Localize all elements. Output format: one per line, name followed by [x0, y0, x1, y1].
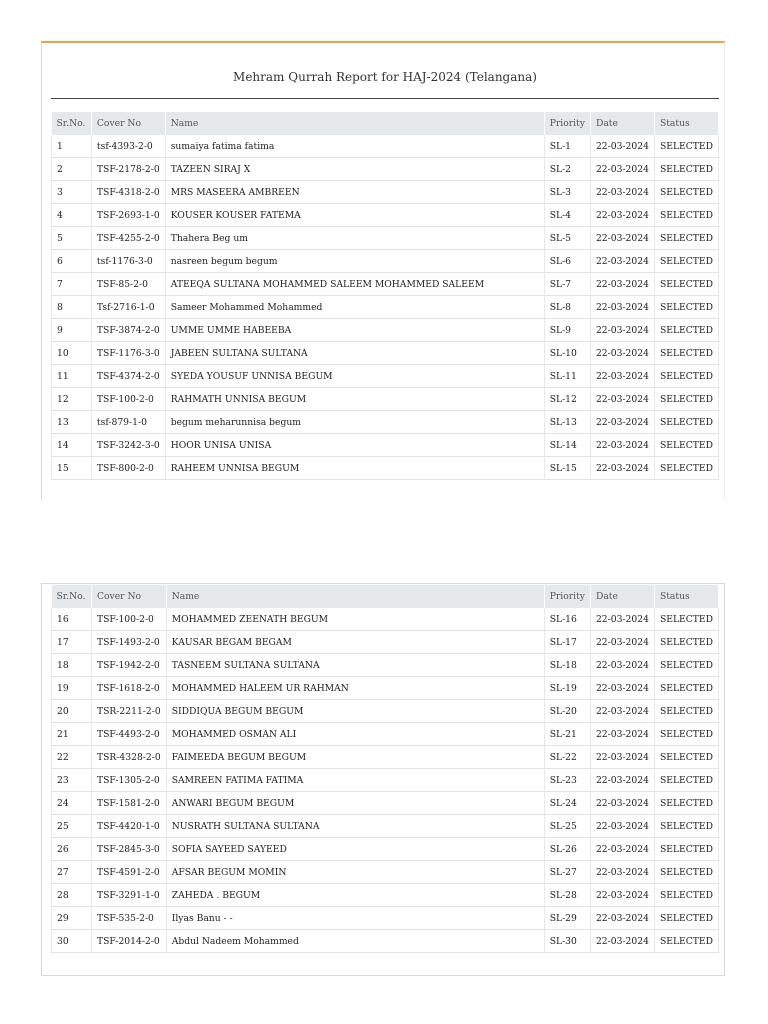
- cell-srno: 6: [52, 250, 92, 273]
- cell-status: SELECTED: [654, 700, 718, 723]
- cell-name: FAIMEEDA BEGUM BEGUM: [166, 746, 544, 769]
- cell-status: SELECTED: [654, 227, 718, 250]
- header-priority: Priority: [544, 112, 590, 135]
- cell-name: JABEEN SULTANA SULTANA: [165, 342, 544, 365]
- cell-name: MRS MASEERA AMBREEN: [165, 181, 544, 204]
- cell-srno: 7: [52, 273, 92, 296]
- cell-date: 22-03-2024: [590, 654, 654, 677]
- cell-date: 22-03-2024: [590, 273, 654, 296]
- cell-srno: 14: [52, 434, 92, 457]
- table-row: [52, 273, 719, 296]
- cell-date: 22-03-2024: [590, 319, 654, 342]
- cell-date: 22-03-2024: [590, 746, 654, 769]
- table-row: [52, 907, 719, 930]
- cell-priority: SL-28: [544, 884, 590, 907]
- cell-priority: SL-24: [544, 792, 590, 815]
- cell-date: 22-03-2024: [590, 930, 654, 953]
- cell-date: 22-03-2024: [590, 411, 654, 434]
- header-srno: Sr.No.: [52, 112, 92, 135]
- cell-status: SELECTED: [654, 792, 718, 815]
- cell-srno: 24: [52, 792, 92, 815]
- cell-cover-no: TSF-1581-2-0: [91, 792, 166, 815]
- cell-status: SELECTED: [654, 631, 718, 654]
- header-priority: Priority: [544, 585, 590, 608]
- cell-cover-no: TSF-4420-1-0: [91, 815, 166, 838]
- cell-date: 22-03-2024: [590, 227, 654, 250]
- cell-srno: 15: [52, 457, 92, 480]
- report-table-2: [51, 585, 719, 953]
- cell-priority: SL-8: [544, 296, 590, 319]
- cell-status: SELECTED: [654, 608, 718, 631]
- cell-cover-no: TSF-4255-2-0: [91, 227, 165, 250]
- cell-date: 22-03-2024: [590, 769, 654, 792]
- cell-date: 22-03-2024: [590, 250, 654, 273]
- cell-cover-no: TSF-2693-1-0: [91, 204, 165, 227]
- table-row: [52, 204, 719, 227]
- cell-priority: SL-14: [544, 434, 590, 457]
- header-cover-no: Cover No: [91, 585, 166, 608]
- cell-date: 22-03-2024: [590, 365, 654, 388]
- table-body-2: [52, 608, 719, 953]
- cell-date: 22-03-2024: [590, 815, 654, 838]
- cell-name: AFSAR BEGUM MOMIN: [166, 861, 544, 884]
- cell-status: SELECTED: [654, 204, 718, 227]
- cell-cover-no: TSF-85-2-0: [91, 273, 165, 296]
- report-table-1: [51, 112, 719, 480]
- cell-priority: SL-29: [544, 907, 590, 930]
- cell-srno: 21: [52, 723, 92, 746]
- cell-priority: SL-22: [544, 746, 590, 769]
- cell-priority: SL-20: [544, 700, 590, 723]
- cell-srno: 8: [52, 296, 92, 319]
- report-title: Mehram Qurrah Report for HAJ-2024 (Telangana): [233, 70, 537, 84]
- header-date: Date: [590, 585, 654, 608]
- cell-priority: SL-15: [544, 457, 590, 480]
- cell-srno: 17: [52, 631, 92, 654]
- cell-status: SELECTED: [654, 319, 718, 342]
- cell-srno: 11: [52, 365, 92, 388]
- cell-priority: SL-2: [544, 158, 590, 181]
- cell-status: SELECTED: [654, 273, 718, 296]
- report-card-page-1: [41, 41, 725, 500]
- cell-cover-no: TSF-1493-2-0: [91, 631, 166, 654]
- cell-status: SELECTED: [654, 654, 718, 677]
- cell-name: MOHAMMED OSMAN ALI: [166, 723, 544, 746]
- cell-srno: 12: [52, 388, 92, 411]
- cell-priority: SL-27: [544, 861, 590, 884]
- cell-cover-no: TSF-1305-2-0: [91, 769, 166, 792]
- cell-date: 22-03-2024: [590, 457, 654, 480]
- cell-srno: 22: [52, 746, 92, 769]
- table-row: [52, 227, 719, 250]
- cell-priority: SL-5: [544, 227, 590, 250]
- cell-date: 22-03-2024: [590, 434, 654, 457]
- title-divider: [51, 98, 719, 99]
- cell-name: Abdul Nadeem Mohammed: [166, 930, 544, 953]
- cell-srno: 27: [52, 861, 92, 884]
- cell-srno: 29: [52, 907, 92, 930]
- cell-srno: 9: [52, 319, 92, 342]
- cell-cover-no: TSF-1176-3-0: [91, 342, 165, 365]
- cell-srno: 20: [52, 700, 92, 723]
- cell-cover-no: TSF-2845-3-0: [91, 838, 166, 861]
- table-row: [52, 388, 719, 411]
- cell-name: TAZEEN SIRAJ X: [165, 158, 544, 181]
- cell-date: 22-03-2024: [590, 723, 654, 746]
- table-row: [52, 838, 719, 861]
- table-row: [52, 319, 719, 342]
- cell-date: 22-03-2024: [590, 631, 654, 654]
- cell-priority: SL-10: [544, 342, 590, 365]
- cell-name: SYEDA YOUSUF UNNISA BEGUM: [165, 365, 544, 388]
- table-row: [52, 930, 719, 953]
- header-name: Name: [165, 112, 544, 135]
- cell-name: SIDDIQUA BEGUM BEGUM: [166, 700, 544, 723]
- cell-status: SELECTED: [654, 158, 718, 181]
- cell-priority: SL-17: [544, 631, 590, 654]
- cell-date: 22-03-2024: [590, 884, 654, 907]
- cell-cover-no: tsf-1176-3-0: [91, 250, 165, 273]
- cell-date: 22-03-2024: [590, 907, 654, 930]
- table-row: [52, 250, 719, 273]
- cell-srno: 25: [52, 815, 92, 838]
- cell-srno: 2: [52, 158, 92, 181]
- cell-status: SELECTED: [654, 434, 718, 457]
- table-header-row: [52, 112, 719, 135]
- cell-date: 22-03-2024: [590, 181, 654, 204]
- cell-date: 22-03-2024: [590, 135, 654, 158]
- table-row: [52, 723, 719, 746]
- cell-priority: SL-16: [544, 608, 590, 631]
- cell-cover-no: TSF-3242-3-0: [91, 434, 165, 457]
- report-card-page-2: [41, 583, 725, 976]
- cell-cover-no: TSF-4591-2-0: [91, 861, 166, 884]
- cell-priority: SL-26: [544, 838, 590, 861]
- table-row: [52, 861, 719, 884]
- table-row: [52, 181, 719, 204]
- table-row: [52, 296, 719, 319]
- cell-cover-no: TSF-4374-2-0: [91, 365, 165, 388]
- cell-cover-no: TSR-4328-2-0: [91, 746, 166, 769]
- cell-name: ZAHEDA . BEGUM: [166, 884, 544, 907]
- cell-cover-no: TSF-4318-2-0: [91, 181, 165, 204]
- cell-date: 22-03-2024: [590, 838, 654, 861]
- cell-cover-no: TSF-535-2-0: [91, 907, 166, 930]
- table-row: [52, 884, 719, 907]
- cell-status: SELECTED: [654, 723, 718, 746]
- cell-name: ANWARI BEGUM BEGUM: [166, 792, 544, 815]
- cell-name: TASNEEM SULTANA SULTANA: [166, 654, 544, 677]
- cell-status: SELECTED: [654, 746, 718, 769]
- cell-name: Thahera Beg um: [165, 227, 544, 250]
- table-row: [52, 342, 719, 365]
- cell-name: HOOR UNISA UNISA: [165, 434, 544, 457]
- cell-cover-no: TSF-2014-2-0: [91, 930, 166, 953]
- cell-priority: SL-30: [544, 930, 590, 953]
- cell-cover-no: TSF-3874-2-0: [91, 319, 165, 342]
- cell-status: SELECTED: [654, 838, 718, 861]
- cell-srno: 19: [52, 677, 92, 700]
- cell-cover-no: TSF-100-2-0: [91, 608, 166, 631]
- cell-status: SELECTED: [654, 388, 718, 411]
- cell-cover-no: Tsf-2716-1-0: [91, 296, 165, 319]
- cell-priority: SL-12: [544, 388, 590, 411]
- cell-cover-no: TSF-4493-2-0: [91, 723, 166, 746]
- table-row: [52, 769, 719, 792]
- cell-date: 22-03-2024: [590, 342, 654, 365]
- cell-status: SELECTED: [654, 296, 718, 319]
- cell-cover-no: TSF-100-2-0: [91, 388, 165, 411]
- cell-priority: SL-9: [544, 319, 590, 342]
- cell-cover-no: TSF-1618-2-0: [91, 677, 166, 700]
- cell-priority: SL-23: [544, 769, 590, 792]
- cell-date: 22-03-2024: [590, 700, 654, 723]
- table-row: [52, 631, 719, 654]
- cell-srno: 3: [52, 181, 92, 204]
- cell-priority: SL-1: [544, 135, 590, 158]
- header-srno: Sr.No.: [52, 585, 92, 608]
- table-row: [52, 434, 719, 457]
- cell-date: 22-03-2024: [590, 158, 654, 181]
- table-header-row: [52, 585, 719, 608]
- table-row: [52, 158, 719, 181]
- cell-srno: 23: [52, 769, 92, 792]
- cell-srno: 18: [52, 654, 92, 677]
- cell-date: 22-03-2024: [590, 861, 654, 884]
- cell-srno: 4: [52, 204, 92, 227]
- cell-name: RAHMATH UNNISA BEGUM: [165, 388, 544, 411]
- cell-priority: SL-25: [544, 815, 590, 838]
- cell-name: SAMREEN FATIMA FATIMA: [166, 769, 544, 792]
- cell-priority: SL-13: [544, 411, 590, 434]
- cell-srno: 10: [52, 342, 92, 365]
- cell-cover-no: TSF-3291-1-0: [91, 884, 166, 907]
- cell-status: SELECTED: [654, 930, 718, 953]
- table-row: [52, 815, 719, 838]
- cell-srno: 1: [52, 135, 92, 158]
- table-row: [52, 411, 719, 434]
- table-row: [52, 677, 719, 700]
- cell-status: SELECTED: [654, 769, 718, 792]
- cell-priority: SL-21: [544, 723, 590, 746]
- cell-cover-no: tsf-4393-2-0: [91, 135, 165, 158]
- cell-name: NUSRATH SULTANA SULTANA: [166, 815, 544, 838]
- cell-srno: 28: [52, 884, 92, 907]
- cell-cover-no: TSF-2178-2-0: [91, 158, 165, 181]
- table-row: [52, 365, 719, 388]
- cell-date: 22-03-2024: [590, 296, 654, 319]
- header-name: Name: [166, 585, 544, 608]
- cell-status: SELECTED: [654, 365, 718, 388]
- table-row: [52, 700, 719, 723]
- cell-name: nasreen begum begum: [165, 250, 544, 273]
- cell-priority: SL-19: [544, 677, 590, 700]
- cell-status: SELECTED: [654, 250, 718, 273]
- cell-date: 22-03-2024: [590, 388, 654, 411]
- cell-srno: 16: [52, 608, 92, 631]
- cell-name: SOFIA SAYEED SAYEED: [166, 838, 544, 861]
- cell-name: Sameer Mohammed Mohammed: [165, 296, 544, 319]
- cell-cover-no: TSR-2211-2-0: [91, 700, 166, 723]
- cell-srno: 26: [52, 838, 92, 861]
- cell-status: SELECTED: [654, 861, 718, 884]
- cell-status: SELECTED: [654, 815, 718, 838]
- cell-status: SELECTED: [654, 907, 718, 930]
- table-row: [52, 457, 719, 480]
- cell-name: Ilyas Banu - -: [166, 907, 544, 930]
- cell-srno: 13: [52, 411, 92, 434]
- cell-date: 22-03-2024: [590, 204, 654, 227]
- header-status: Status: [654, 585, 718, 608]
- cell-priority: SL-3: [544, 181, 590, 204]
- cell-status: SELECTED: [654, 135, 718, 158]
- cell-date: 22-03-2024: [590, 792, 654, 815]
- cell-cover-no: TSF-800-2-0: [91, 457, 165, 480]
- cell-name: UMME UMME HABEEBA: [165, 319, 544, 342]
- cell-priority: SL-11: [544, 365, 590, 388]
- table-row: [52, 135, 719, 158]
- cell-status: SELECTED: [654, 181, 718, 204]
- cell-name: MOHAMMED ZEENATH BEGUM: [166, 608, 544, 631]
- cell-status: SELECTED: [654, 457, 718, 480]
- cell-date: 22-03-2024: [590, 608, 654, 631]
- cell-name: begum meharunnisa begum: [165, 411, 544, 434]
- cell-name: sumaiya fatima fatima: [165, 135, 544, 158]
- cell-status: SELECTED: [654, 884, 718, 907]
- cell-name: RAHEEM UNNISA BEGUM: [165, 457, 544, 480]
- cell-status: SELECTED: [654, 342, 718, 365]
- table-row: [52, 746, 719, 769]
- table-row: [52, 608, 719, 631]
- cell-priority: SL-18: [544, 654, 590, 677]
- cell-srno: 5: [52, 227, 92, 250]
- cell-srno: 30: [52, 930, 92, 953]
- cell-name: MOHAMMED HALEEM UR RAHMAN: [166, 677, 544, 700]
- cell-priority: SL-6: [544, 250, 590, 273]
- cell-name: KOUSER KOUSER FATEMA: [165, 204, 544, 227]
- header-cover-no: Cover No: [91, 112, 165, 135]
- cell-priority: SL-4: [544, 204, 590, 227]
- cell-priority: SL-7: [544, 273, 590, 296]
- cell-name: ATEEQA SULTANA MOHAMMED SALEEM MOHAMMED SALEEM: [165, 273, 544, 296]
- cell-status: SELECTED: [654, 411, 718, 434]
- header-status: Status: [654, 112, 718, 135]
- header-date: Date: [590, 112, 654, 135]
- cell-status: SELECTED: [654, 677, 718, 700]
- table-row: [52, 792, 719, 815]
- table-body-1: [52, 135, 719, 480]
- cell-name: KAUSAR BEGAM BEGAM: [166, 631, 544, 654]
- table-row: [52, 654, 719, 677]
- cell-date: 22-03-2024: [590, 677, 654, 700]
- cell-cover-no: TSF-1942-2-0: [91, 654, 166, 677]
- cell-cover-no: tsf-879-1-0: [91, 411, 165, 434]
